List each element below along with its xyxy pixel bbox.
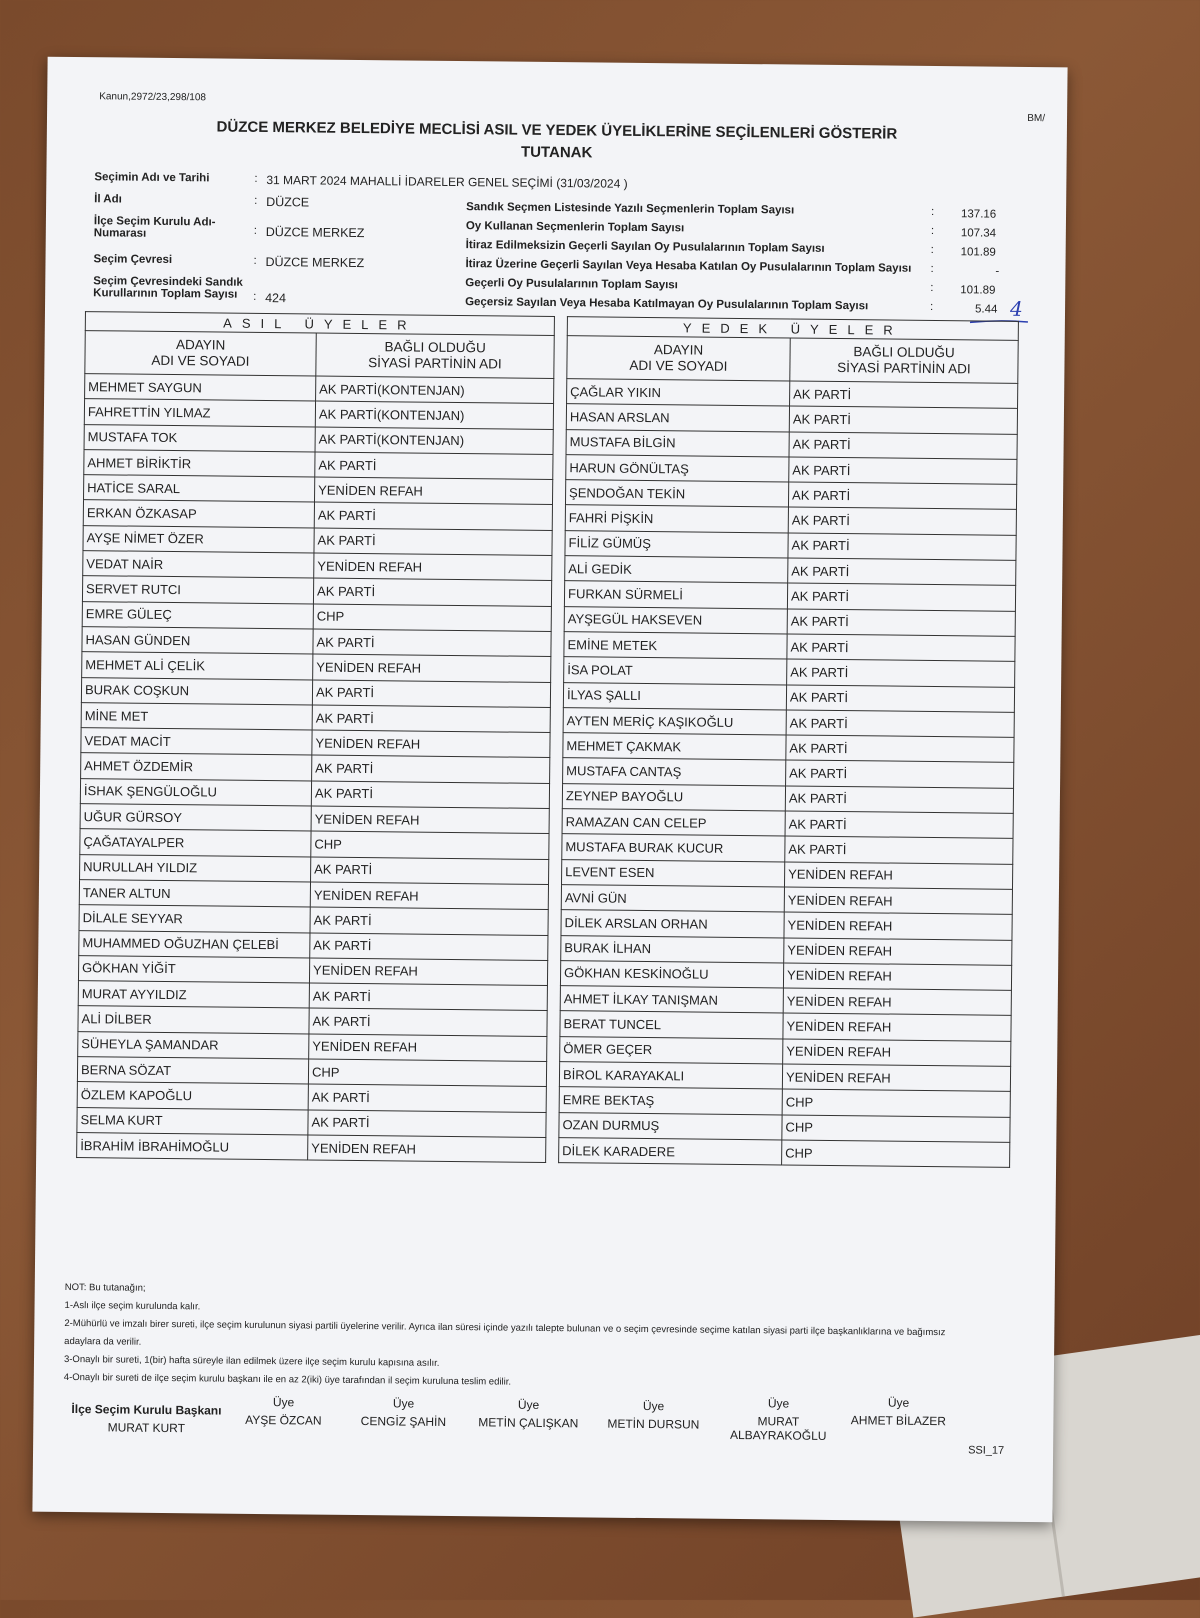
constituency-value: DÜZCE MERKEZ xyxy=(265,254,365,271)
name-cell: ALİ GEDİK xyxy=(565,556,788,584)
member-signature: Üye METİN ÇALIŞKAN xyxy=(478,1397,579,1431)
name-cell: SERVET RUTCI xyxy=(82,576,313,604)
election-label: Seçimin Adı ve Tarihi xyxy=(94,171,210,185)
party-cell: YENİDEN REFAH xyxy=(312,730,550,758)
party-cell: AK PARTİ xyxy=(785,811,1013,839)
name-cell: MUSTAFA BURAK KUCUR xyxy=(562,834,785,862)
province-value: DÜZCE xyxy=(266,194,310,210)
party-cell: AK PARTİ xyxy=(314,528,552,556)
party-cell: AK PARTİ xyxy=(788,533,1016,561)
notes-section: NOT: Bu tutanağın; 1-Aslı ilçe seçim kurulunda kalır. 2-Mühürlü ve imzalı birer sureti, ilçe seçim kurulunun siyasi partili üyelerine verilir. Ayrıca ilan süresi içinde yazılı talepte bulunan ve o seçim çevresinde seçime katılan siyasi parti ilçe başkanlıklarına ve bağımsız adaylara da verilir. 3-Onaylı bir sureti, 1(bir) hafta süreyle ilan edilmek üzere ilçe seçim kurulu kapısına asılır. 4-Onaylı bir sureti de ilçe seçim kurulu başkanı ile en az 2(iki) üye tarafından il seçim kuruluna teslim edilir. xyxy=(63,1281,946,1388)
name-cell: ÖMER GEÇER xyxy=(560,1036,783,1064)
name-cell: FİLİZ GÜMÜŞ xyxy=(565,530,788,558)
party-cell: YENİDEN REFAH xyxy=(310,882,548,910)
party-cell: YENİDEN REFAH xyxy=(783,1039,1011,1067)
party-cell: AK PARTİ xyxy=(313,629,551,657)
party-cell: YENİDEN REFAH xyxy=(308,1135,546,1163)
name-cell: MİNE MET xyxy=(81,702,312,730)
name-cell: ŞENDOĞAN TEKİN xyxy=(565,480,788,508)
substitute-members-heading: YEDEK ÜYELER xyxy=(567,317,1018,341)
name-cell: ALİ DİLBER xyxy=(78,1006,309,1034)
name-cell: EMİNE METEK xyxy=(564,632,787,660)
election-value: 31 MART 2024 MAHALLİ İDARELER GENEL SEÇİMİ (31/03/2024 ) xyxy=(266,172,628,191)
party-cell: AK PARTİ xyxy=(786,685,1014,713)
party-cell: YENİDEN REFAH xyxy=(783,988,1011,1016)
vote-stats: Sandık Seçmen Listesinde Yazılı Seçmenlerin Toplam Sayısı : 137.16 Oy Kullanan Seçmenlerin Toplam Sayısı : 107.34 İtiraz Edilmeksizin Geçerli Sayılan Oy Pusulalarının Toplam Sayısı : 101.89 İtiraz Üzerine Geçerli Sayılan Veya Hesaba Katılan Oy Pusulalarının Toplam Sayısı : - Geçerli Oy Pusulalarının Toplam Sayısı : 101.89 Geçersiz Sayılan Veya Hesaba Katılmayan Oy Pusulalarının Toplam Sayısı : 5.44 xyxy=(465,201,1000,316)
party-cell: YENİDEN REFAH xyxy=(309,1034,547,1062)
name-cell: AHMET İLKAY TANIŞMAN xyxy=(560,986,783,1014)
name-cell: HASAN GÜNDEN xyxy=(82,627,313,655)
party-cell: AK PARTİ xyxy=(313,578,551,606)
name-cell: AHMET BİRİKTİR xyxy=(84,449,315,477)
party-cell: CHP xyxy=(313,604,551,632)
party-cell: AK PARTİ xyxy=(790,381,1018,409)
name-cell: AVNİ GÜN xyxy=(561,885,784,913)
party-cell: AK PARTİ xyxy=(785,836,1013,864)
party-cell: AK PARTİ xyxy=(312,680,550,708)
party-cell: AK PARTİ xyxy=(786,735,1014,763)
party-cell: AK PARTİ(KONTENJAN) xyxy=(315,427,553,455)
board-chair-signature: İlçe Seçim Kurulu Başkanı MURAT KURT xyxy=(71,1402,222,1436)
party-cell: YENİDEN REFAH xyxy=(784,862,1012,890)
table-row xyxy=(77,1132,546,1162)
name-cell: MUSTAFA TOK xyxy=(84,424,315,452)
name-cell: HATİCE SARAL xyxy=(84,475,315,503)
name-cell: TANER ALTUN xyxy=(79,880,310,908)
name-cell: MEHMET SAYGUN xyxy=(85,374,316,402)
party-cell: AK PARTİ xyxy=(310,933,548,961)
party-cell: AK PARTİ xyxy=(312,705,550,733)
member-signature: Üye AYŞE ÖZCAN xyxy=(245,1395,322,1428)
name-cell: AYTEN MERİÇ KAŞIKOĞLU xyxy=(563,707,786,735)
name-cell: SÜHEYLA ŞAMANDAR xyxy=(78,1031,309,1059)
member-signature: Üye METİN DURSUN xyxy=(607,1399,700,1432)
name-cell: BURAK İLHAN xyxy=(561,935,784,963)
party-cell: AK PARTİ xyxy=(788,507,1016,535)
party-cell: YENİDEN REFAH xyxy=(782,1064,1010,1092)
party-cell: AK PARTİ xyxy=(788,558,1016,586)
member-signature: Üye MURAT ALBAYRAKOĞLU xyxy=(729,1396,827,1443)
name-cell: OZAN DURMUŞ xyxy=(559,1112,782,1140)
name-cell: NURULLAH YILDIZ xyxy=(80,854,311,882)
party-cell: CHP xyxy=(782,1140,1010,1168)
party-cell: AK PARTİ xyxy=(787,659,1015,687)
party-column-header: BAĞLI OLDUĞU SİYASİ PARTİNİN ADI xyxy=(316,333,554,378)
party-cell: CHP xyxy=(782,1115,1010,1143)
name-cell: AYŞEGÜL HAKSEVEN xyxy=(564,606,787,634)
party-cell: AK PARTİ xyxy=(789,457,1017,485)
name-cell: BİROL KARAYAKALI xyxy=(559,1062,782,1090)
name-cell: AYŞE NİMET ÖZER xyxy=(83,525,314,553)
party-cell: YENİDEN REFAH xyxy=(784,887,1012,915)
name-cell: DİLALE SEYYAR xyxy=(79,905,310,933)
name-cell: UĞUR GÜRSOY xyxy=(80,804,311,832)
ballot-box-count-value: 424 xyxy=(265,290,287,306)
substitute-members-table xyxy=(558,316,1019,1168)
party-cell: AK PARTİ xyxy=(786,710,1014,738)
district-board-value: DÜZCE MERKEZ xyxy=(265,224,365,241)
party-cell: AK PARTİ xyxy=(789,432,1017,460)
document-title: DÜZCE MERKEZ BELEDİYE MECLİSİ ASIL VE YEDEK ÜYELİKLERİNE SEÇİLENLERİ GÖSTERİR TUTANAK xyxy=(216,118,898,162)
name-cell: AHMET ÖZDEMİR xyxy=(81,753,312,781)
party-cell: AK PARTİ xyxy=(315,452,553,480)
party-cell: AK PARTİ xyxy=(789,406,1017,434)
name-cell: EMRE BEKTAŞ xyxy=(559,1087,782,1115)
name-cell: BERNA SÖZAT xyxy=(77,1057,308,1085)
member-signature: Üye CENGİZ ŞAHİN xyxy=(360,1396,447,1429)
party-cell: CHP xyxy=(311,831,549,859)
party-cell: YENİDEN REFAH xyxy=(311,806,549,834)
name-cell: MUHAMMED OĞUZHAN ÇELEBİ xyxy=(79,930,310,958)
name-cell: MEHMET ALİ ÇELİK xyxy=(82,652,313,680)
primary-members-table xyxy=(76,311,555,1163)
party-cell: AK PARTİ xyxy=(785,786,1013,814)
name-cell: İLYAS ŞALLI xyxy=(563,682,786,710)
party-cell: AK PARTİ(KONTENJAN) xyxy=(316,376,554,404)
province-label: İl Adı xyxy=(94,193,122,206)
name-cell: RAMAZAN CAN CELEP xyxy=(562,809,785,837)
constituency-label: Seçim Çevresi xyxy=(93,253,173,267)
party-cell: YENİDEN REFAH xyxy=(314,477,552,505)
name-cell: BERAT TUNCEL xyxy=(560,1011,783,1039)
name-cell: BURAK COŞKUN xyxy=(81,677,312,705)
district-board-label: İlçe Seçim Kurulu Adı- Numarası xyxy=(93,215,216,240)
party-column-header: BAĞLI OLDUĞU SİYASİ PARTİNİN ADI xyxy=(790,338,1018,383)
party-cell: AK PARTİ xyxy=(312,755,550,783)
party-cell: AK PARTİ xyxy=(308,1110,546,1138)
name-cell: FURKAN SÜRMELİ xyxy=(564,581,787,609)
party-cell: YENİDEN REFAH xyxy=(784,937,1012,965)
law-reference: Kanun,2972/23,298/108 xyxy=(99,91,207,104)
document-page: Kanun,2972/23,298/108 BM/ DÜZCE MERKEZ BELEDİYE MECLİSİ ASIL VE YEDEK ÜYELİKLERİNE SEÇİLENLERİ GÖSTERİR TUTANAK Seçimin Adı ve Tarihi : 31 MART 2024 MAHALLİ İDARELER GENEL SEÇİMİ (31/03/2024 ) İl Adı : DÜZCE İlçe Seçim Kurulu Adı- Numarası : DÜZCE MERKEZ Seçim Çevresi : DÜZCE MERKEZ Seçim Çevresindeki Sandık Kurullarının Toplam Sayısı : 424 Sandık Seçmen Listesinde Yazılı Seçmenlerin Toplam Sayısı : 137.16 Oy Kullanan Seçmenlerin Toplam Sayısı : 107.34 İtiraz Edilmeksizin Geçerli Sayılan Oy Pusulalarının Toplam Sayısı : 101.89 İtiraz Üzerine Geçerli Sayılan Veya Hesaba Katılan Oy Pusulalarının Toplam Sayısı : - Geçerli Oy Pusulalarının Toplam Sayısı : 101.89 Geçersiz Sayılan Veya Hesaba Katılmayan Oy Pusulalarının Toplam Sayısı : 5.44 4 ASIL ÜYELER ADAYIN ADI VE SOYADI BAĞLI OLDUĞU SİYASİ PARTİNİN ADI MEHMET SAYGUN AK PARTİ(KONTENJAN) FAHRETTİN YILMAZ AK PARTİ(KONTENJAN) MUSTAFA TOK AK PARTİ(KONTENJAN) AHMET BİRİKTİR AK PARTİ HATİCE SARAL YENİDEN REFAH ERKAN ÖZKASAP AK PARTİ AYŞE NİMET ÖZER AK PARTİ VEDAT NAİR YENİDEN REFAH SERVET RUTCI AK PARTİ EMRE GÜLEÇ CHP HASAN GÜNDEN AK PARTİ MEHMET ALİ ÇELİK YENİDEN REFAH BURAK COŞKUN AK PARTİ MİNE MET AK PARTİ VEDAT MACİT YENİDEN REFAH AHMET ÖZDEMİR AK PARTİ İSHAK ŞENGÜLOĞLU AK PARTİ UĞUR GÜRSOY YENİDEN REFAH ÇAĞATAYALPER CHP NURULLAH YILDIZ AK PARTİ TANER ALTUN YENİDEN REFAH DİLALE SEYYAR AK PARTİ MUHAMMED OĞUZHAN ÇELEBİ AK PARTİ GÖKHAN YİĞİT YENİDEN REFAH MURAT AYYILDIZ AK PARTİ ALİ DİLBER AK PARTİ SÜHEYLA ŞAMANDAR YENİDEN REFAH BERNA SÖZAT CHP ÖZLEM KAPOĞLU AK PARTİ SELMA KURT AK PARTİ İBRAHİM İBRAHİMOĞLU YENİDEN REFAH YEDEK ÜYELER ADAYIN ADI VE SOYADI BAĞLI OLDUĞU SİYASİ PARTİNİN ADI ÇAĞLAR YIKIN AK PARTİ HASAN ARSLAN AK PARTİ MUSTAFA BİLGİN AK PARTİ HARUN GÖNÜLTAŞ AK PARTİ ŞENDOĞAN TEKİN AK PARTİ FAHRİ PİŞKİN AK PARTİ FİLİZ GÜMÜŞ AK PARTİ ALİ GEDİK AK PARTİ FURKAN SÜRMELİ AK PARTİ AYŞEGÜL HAKSEVEN AK PARTİ EMİNE METEK AK PARTİ İSA POLAT AK PARTİ İLYAS ŞALLI AK PARTİ AYTEN MERİÇ KAŞIKOĞLU AK PARTİ MEHMET ÇAKMAK AK PARTİ MUSTAFA CANTAŞ AK PARTİ ZEYNEP BAYOĞLU AK PARTİ RAMAZAN CAN CELEP AK PARTİ MUSTAFA BURAK KUCUR AK PARTİ LEVENT ESEN YENİDEN REFAH AVNİ GÜN YENİDEN REFAH DİLEK ARSLAN ORHAN YENİDEN REFAH BURAK İLHAN YENİDEN REFAH GÖKHAN KESKİNOĞLU YENİDEN REFAH AHMET İLKAY TANIŞMAN YENİDEN REFAH BERAT TUNCEL YENİDEN REFAH ÖMER GEÇER YENİDEN REFAH BİROL KARAYAKALI YENİDEN REFAH EMRE BEKTAŞ CHP OZAN DURMUŞ CHP DİLEK KARADERE CHP NOT: Bu tutanağın; 1-Aslı ilçe seçim kurulunda kalır. 2-Mühürlü ve imzalı birer sureti, ilçe seçim kurulunun siyasi partili üyelerine verilir. Ayrıca ilan süresi içinde yazılı talepte bulunan ve o seçim çevresinde seçime katılan siyasi parti ilçe başkanlıklarına ve bağımsız adaylara da verilir. 3-Onaylı bir sureti, 1(bir) hafta süreyle ilan edilmek üzere ilçe seçim kurulu kapısına asılır. 4-Onaylı bir sureti de ilçe seçim kurulu başkanı ile en az 2(iki) üye tarafından il seçim kuruluna teslim edilir. İlçe Seçim Kurulu Başkanı MURAT KURT Üye AYŞE ÖZCAN Üye CENGİZ ŞAHİN Üye METİN ÇALIŞKAN Üye METİN DURSUN Üye MURAT ALBAYRAKOĞLU Üye AHMET BİLAZER SSI_17 xyxy=(32,57,1067,1523)
name-cell: HARUN GÖNÜLTAŞ xyxy=(566,455,789,483)
party-cell: AK PARTİ xyxy=(311,781,549,809)
party-cell: CHP xyxy=(782,1089,1010,1117)
name-cell: ÖZLEM KAPOĞLU xyxy=(77,1082,308,1110)
name-cell: GÖKHAN YİĞİT xyxy=(78,955,309,983)
name-column-header: ADAYIN ADI VE SOYADI xyxy=(567,336,790,381)
bm-mark: BM/ xyxy=(1027,112,1046,125)
name-cell: VEDAT NAİR xyxy=(83,551,314,579)
table-row xyxy=(559,1138,1010,1168)
party-cell: YENİDEN REFAH xyxy=(313,654,551,682)
name-cell: MUSTAFA BİLGİN xyxy=(566,429,789,457)
party-cell: YENİDEN REFAH xyxy=(783,1013,1011,1041)
party-cell: AK PARTİ xyxy=(787,583,1015,611)
party-cell: AK PARTİ xyxy=(787,634,1015,662)
name-cell: VEDAT MACİT xyxy=(81,728,312,756)
party-cell: AK PARTİ xyxy=(314,503,552,531)
name-cell: DİLEK ARSLAN ORHAN xyxy=(561,910,784,938)
party-cell: AK PARTİ(KONTENJAN) xyxy=(315,401,553,429)
party-cell: YENİDEN REFAH xyxy=(309,958,547,986)
party-cell: YENİDEN REFAH xyxy=(784,912,1012,940)
name-cell: ÇAĞATAYALPER xyxy=(80,829,311,857)
party-cell: AK PARTİ xyxy=(786,760,1014,788)
name-cell: ERKAN ÖZKASAP xyxy=(83,500,314,528)
name-cell: MEHMET ÇAKMAK xyxy=(563,733,786,761)
name-column-header: ADAYIN ADI VE SOYADI xyxy=(85,331,316,376)
name-cell: MUSTAFA CANTAŞ xyxy=(563,758,786,786)
party-cell: CHP xyxy=(308,1059,546,1087)
party-cell: YENİDEN REFAH xyxy=(314,553,552,581)
name-cell: İBRAHİM İBRAHİMOĞLU xyxy=(77,1132,308,1160)
name-cell: SELMA KURT xyxy=(77,1107,308,1135)
party-cell: AK PARTİ xyxy=(310,907,548,935)
name-cell: DİLEK KARADERE xyxy=(559,1138,782,1166)
party-cell: AK PARTİ xyxy=(309,1008,547,1036)
form-code: SSI_17 xyxy=(968,1444,1005,1457)
name-cell: MURAT AYYILDIZ xyxy=(78,981,309,1009)
name-cell: GÖKHAN KESKİNOĞLU xyxy=(560,960,783,988)
name-cell: İSA POLAT xyxy=(564,657,787,685)
primary-members-heading: ASIL ÜYELER xyxy=(85,312,554,336)
name-cell: FAHRİ PİŞKİN xyxy=(565,505,788,533)
party-cell: AK PARTİ xyxy=(308,1084,546,1112)
name-cell: HASAN ARSLAN xyxy=(566,404,789,432)
party-cell: AK PARTİ xyxy=(311,857,549,885)
ballot-box-count-label: Seçim Çevresindeki Sandık Kurullarının Toplam Sayısı xyxy=(93,275,243,301)
party-cell: AK PARTİ xyxy=(787,609,1015,637)
party-cell: AK PARTİ xyxy=(309,983,547,1011)
party-cell: YENİDEN REFAH xyxy=(783,963,1011,991)
name-cell: ZEYNEP BAYOĞLU xyxy=(562,783,785,811)
name-cell: ÇAĞLAR YIKIN xyxy=(567,379,790,407)
name-cell: EMRE GÜLEÇ xyxy=(82,601,313,629)
name-cell: İSHAK ŞENGÜLOĞLU xyxy=(80,778,311,806)
party-cell: AK PARTİ xyxy=(788,482,1016,510)
member-signature: Üye AHMET BİLAZER xyxy=(850,1395,947,1429)
name-cell: FAHRETTİN YILMAZ xyxy=(84,399,315,427)
name-cell: LEVENT ESEN xyxy=(562,859,785,887)
